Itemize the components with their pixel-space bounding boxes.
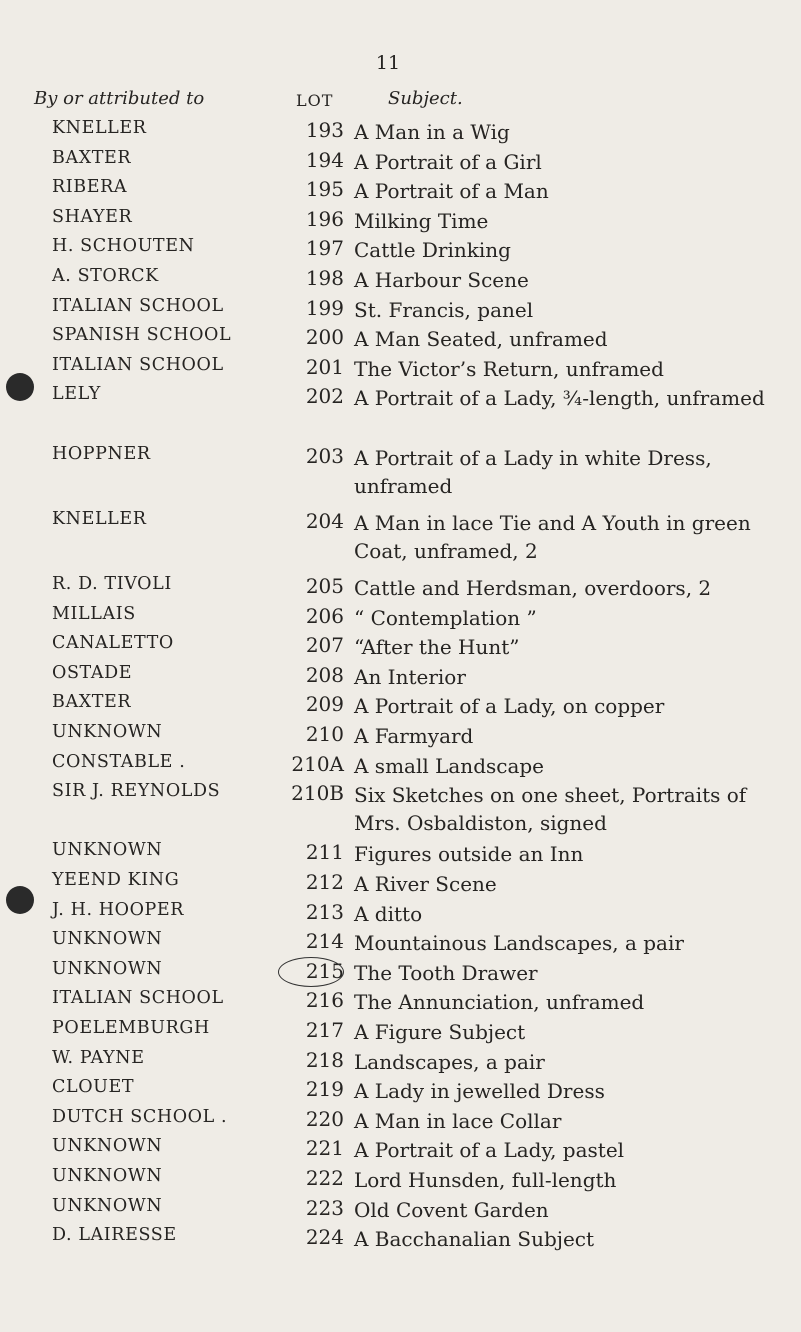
pencil-circle-mark [278,957,344,987]
subject: A Lady in jewelled Dress [354,1079,605,1104]
lot-number: 212 [305,870,344,894]
subject: A Portrait of a Man [354,179,549,204]
lot-number: 213 [305,899,344,924]
lot-number: 206 [305,603,344,628]
lot-number: 196 [305,206,344,231]
artist: SIR J. REYNOLDS [52,781,221,802]
lot-number: 198 [305,266,344,290]
artist: POELEMBURGH [52,1018,210,1038]
subject: A ditto [354,901,423,926]
artist: CONSTABLE . [52,751,186,772]
subject: Six Sketches on one sheet, Portraits of Mrs. Osbaldiston, signed [354,783,747,836]
artist: UNKNOWN [52,722,163,742]
subject: A Man in lace Collar [354,1108,562,1133]
lot-number: 210B [291,781,344,806]
lot-number: 202 [305,384,344,409]
subject: St. Francis, panel [354,297,534,322]
artist: ITALIAN SCHOOL [52,354,224,375]
subject: Lord Hunsden, full-length [354,1168,617,1192]
subject: A Farmyard [354,724,474,748]
subject: Cattle Drinking [354,238,511,263]
artist: HOPPNER [52,443,151,464]
header-artist: By or attributed to [34,88,205,109]
subject: The Annunciation, unframed [354,990,645,1015]
subject: “ Contemplation ” [354,605,537,630]
lot-number: 208 [305,662,344,687]
lot-number: 220 [305,1106,344,1131]
artist: UNKNOWN [52,958,163,979]
artist: ITALIAN SCHOOL [52,295,224,316]
lot-number: 200 [305,325,344,350]
subject: Figures outside an Inn [354,842,584,867]
artist: W. PAYNE [52,1047,145,1068]
artist: H. SCHOUTEN [52,236,195,257]
punch-hole-bottom [6,886,34,914]
lot-number: 217 [305,1018,344,1042]
header-lot: LOT [296,91,334,110]
lot-number: 207 [305,633,344,658]
lot-number: 199 [305,295,344,320]
subject: An Interior [354,664,466,689]
subject: A Portrait of a Girl [354,149,542,174]
lot-number: 209 [305,692,344,717]
artist: KNELLER [52,508,147,529]
lot-number: 205 [305,574,344,598]
lot-number: 211 [305,840,344,865]
lot-number: 203 [305,443,344,468]
artist: SHAYER [52,206,133,227]
lot-number: 221 [305,1136,344,1161]
lot-number: 194 [305,147,344,172]
lot-number: 224 [305,1225,344,1250]
lot-number: 214 [305,929,344,954]
artist: RIBERA [52,177,128,198]
subject: A Portrait of a Lady, on copper [354,694,665,719]
subject: A River Scene [354,872,497,896]
artist: UNKNOWN [52,1195,163,1216]
subject: Cattle and Herdsman, overdoors, 2 [354,576,712,600]
lot-number: 210 [305,722,344,746]
lot-number: 193 [305,118,344,142]
subject: A Man in lace Tie and A Youth in green Coat, unframed, 2 [354,510,751,563]
subject: A Bacchanalian Subject [354,1227,595,1252]
artist: J. H. HOOPER [52,899,185,920]
lot-number: 216 [305,988,344,1013]
lot-number: 218 [305,1047,344,1072]
artist: UNKNOWN [52,1166,163,1186]
artist: UNKNOWN [52,929,163,950]
lot-number: 197 [305,236,344,261]
lot-number: 210A [291,751,344,776]
header-subject: Subject. [388,88,463,109]
artist: UNKNOWN [52,1136,163,1157]
lot-number: 223 [305,1195,344,1220]
lot-number: 215 [305,958,344,983]
artist: ITALIAN SCHOOL [52,988,224,1009]
subject: The Victor’s Return, unframed [354,356,664,381]
subject: A Portrait of a Lady, pastel [354,1138,625,1163]
subject: Old Covent Garden [354,1197,549,1222]
subject: “After the Hunt” [354,635,520,660]
subject: Milking Time [354,208,489,233]
subject: A Portrait of a Lady in white Dress, unframed [354,445,712,498]
artist: SPANISH SCHOOL [52,325,232,346]
artist: D. LAIRESSE [52,1225,177,1246]
lot-number: 204 [305,508,344,533]
artist: A. STORCK [52,266,159,286]
punch-hole-top [6,373,34,401]
subject: A Figure Subject [354,1020,526,1044]
artist: BAXTER [52,147,132,168]
artist: R. D. TIVOLI [52,574,172,594]
artist: CLOUET [52,1077,135,1098]
subject: Mountainous Landscapes, a pair [354,931,684,956]
artist: OSTADE [52,662,133,683]
subject: A Portrait of a Lady, ¾-length, unframed [354,386,765,411]
artist: YEEND KING [52,870,180,890]
lot-number: 195 [305,177,344,202]
subject: Landscapes, a pair [354,1049,545,1074]
subject: A Man Seated, unframed [354,327,608,352]
artist: CANALETTO [52,633,174,654]
lot-number: 219 [305,1077,344,1102]
subject: The Tooth Drawer [354,960,538,985]
artist: LELY [52,384,101,405]
artist: MILLAIS [52,603,136,624]
subject: A Man in a Wig [354,120,510,144]
subject: A Harbour Scene [354,268,529,292]
subject: A small Landscape [354,753,545,778]
artist: BAXTER [52,692,132,713]
artist: KNELLER [52,118,147,138]
lot-number: 222 [305,1166,344,1190]
lot-number: 201 [305,354,344,379]
page-number: 11 [375,52,401,74]
artist: DUTCH SCHOOL . [52,1106,228,1127]
artist: UNKNOWN [52,840,163,861]
